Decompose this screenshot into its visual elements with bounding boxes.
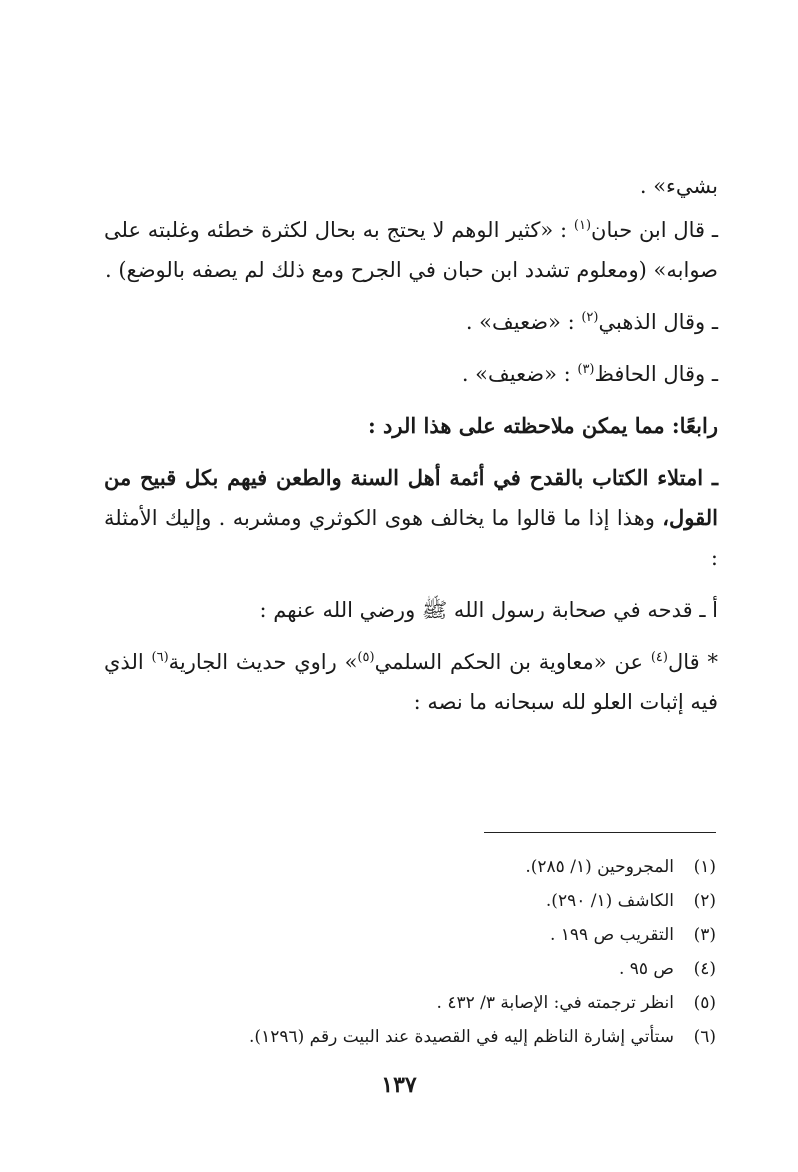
- section-heading-fourth: رابعًا: مما يمكن ملاحظته على هذا الرد :: [367, 413, 718, 438]
- footnote-ref-2[interactable]: (٢): [581, 310, 599, 325]
- footnote-number: (٦): [693, 1027, 716, 1047]
- page-number: ١٣٧: [381, 1072, 417, 1098]
- footnote-item: [96, 918, 716, 952]
- paragraph-bold-part: ـ امتلاء الكتاب بالقدح في أئمة أهل السنة والطعن فيهم بكل قبيح من القول،: [104, 465, 718, 530]
- text-segment: عن «معاوية بن الحكم السلمي: [374, 650, 651, 674]
- footnote-number: (٥): [693, 993, 716, 1013]
- paragraph-text: : «كثير الوهم لا يحتج به بحال لكثرة خطئه وغلبته على صوابه» (ومعلوم تشدد ابن حبان في الجرح ومع ذلك لم يصفه بالوضع) .: [104, 218, 718, 282]
- paragraph-1: بشيء» .: [639, 174, 718, 198]
- footnote-number: (٤): [693, 959, 716, 979]
- paragraph-intro: ـ وقال الحافظ: [594, 362, 718, 386]
- paragraph-hafiz: [104, 354, 718, 394]
- text-segment: * قال: [667, 650, 718, 674]
- footnote-item: [96, 884, 716, 918]
- paragraph-intro: ـ وقال الذهبي: [598, 310, 718, 334]
- paragraph-rest: وهذا إذا ما قالوا ما يخالف هوى الكوثري ومشربه . وإليك الأمثلة :: [104, 506, 718, 570]
- footnote-ref-6[interactable]: (٦): [151, 650, 169, 665]
- footnote-number: (٢): [693, 891, 716, 911]
- footnote-text: انظر ترجمته في: الإصابة ٣/ ٤٣٢ .: [436, 993, 674, 1013]
- footnote-ref-4[interactable]: (٤): [650, 650, 668, 665]
- footnote-text: الكاشف (١/ ٢٩٠).: [545, 891, 674, 911]
- footnote-ref-1[interactable]: (١): [573, 218, 592, 233]
- footnote-item: [96, 986, 716, 1020]
- footnote-text: المجروحين (١/ ٢٨٥).: [525, 857, 674, 877]
- footnote-ref-5[interactable]: (٥): [357, 650, 375, 665]
- footnote-number: (٣): [693, 925, 716, 945]
- footnotes: [96, 850, 716, 1054]
- footnote-divider: [484, 832, 716, 833]
- paragraph-dhahabi: [104, 302, 718, 342]
- paragraph-intro: ـ قال ابن حبان: [591, 218, 718, 242]
- footnote-text: ستأتي إشارة الناظم إليه في القصيدة عند البيت رقم (١٢٩٦).: [249, 1027, 674, 1047]
- text-segment: الذي فيه إثبات العلو لله سبحانه ما نصه :: [104, 650, 718, 714]
- footnote-text: ص ٩٥ .: [618, 959, 674, 979]
- footnote-text: التقريب ص ١٩٩ .: [549, 925, 674, 945]
- paragraph-ibn-hibban: [104, 210, 718, 290]
- footnote-ref-3[interactable]: (٣): [577, 362, 595, 377]
- text-segment: » راوي حديث الجارية: [168, 650, 358, 674]
- paragraph-muawiya: [104, 642, 718, 722]
- paragraph-text: : «ضعيف» .: [461, 362, 571, 386]
- footnote-number: (١): [693, 857, 716, 877]
- paragraph-criticism: [104, 458, 718, 578]
- footnote-item: [96, 1020, 716, 1054]
- footnote-item: [96, 952, 716, 986]
- main-text: [104, 166, 718, 734]
- subheading-companions: أ ـ قدحه في صحابة رسول الله ﷺ ورضي الله عنهم :: [259, 598, 718, 622]
- paragraph-text: : «ضعيف» .: [465, 310, 575, 334]
- footnote-item: [96, 850, 716, 884]
